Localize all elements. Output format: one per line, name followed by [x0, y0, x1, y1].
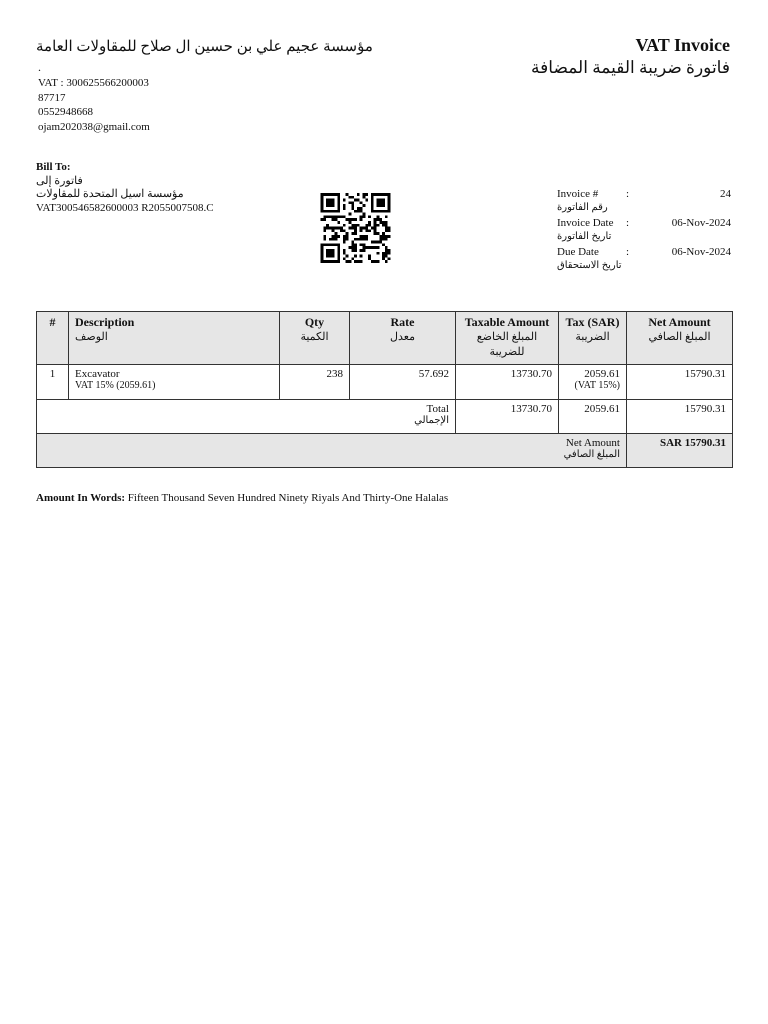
net-amount-label — [37, 434, 627, 468]
col-header-rate: Rate معدل — [350, 312, 456, 365]
items-table — [36, 311, 733, 468]
company-vat: VAT : 300625566200003 — [38, 77, 149, 89]
colon: : — [626, 188, 630, 200]
table-row — [37, 365, 733, 400]
total-label-ar: الإجمالي — [414, 415, 449, 426]
net-amount-row — [37, 434, 733, 468]
col-header-net-amount: Net Amount المبلغ الصافي — [627, 312, 733, 365]
qr-code-icon — [319, 193, 392, 263]
due-date-row — [557, 246, 731, 260]
invoice-title: VAT Invoice — [635, 35, 730, 55]
bill-to-vat-cr: VAT300546582600003 R2055007508.C — [36, 201, 214, 214]
amount-in-words-text: Fifteen Thousand Seven Hundred Ninety Riyals And Thirty-One Halalas — [127, 492, 449, 504]
row-net-amount: 15790.31 — [627, 365, 733, 400]
invoice-meta — [557, 188, 731, 275]
amount-in-words — [36, 492, 448, 504]
invoice-number-label-arabic: رقم الفاتورة — [557, 202, 608, 213]
bill-to-label: Bill To: — [36, 161, 71, 173]
row-qty: 238 — [280, 365, 350, 400]
row-tax — [559, 365, 627, 400]
invoice-number-label: Invoice # — [557, 188, 599, 200]
total-net-amount: 15790.31 — [627, 400, 733, 434]
total-label-en: Total — [426, 403, 449, 415]
col-header-tax: Tax (SAR) الضريبة — [559, 312, 627, 365]
total-label — [37, 400, 456, 434]
row-rate: 57.692 — [350, 365, 456, 400]
colon: : — [626, 246, 630, 258]
bill-to — [36, 161, 214, 215]
due-date-label: Due Date — [557, 246, 599, 258]
company-email: ojam202038@gmail.com — [38, 120, 150, 133]
invoice-date-label-arabic: تاريخ الفاتورة — [557, 231, 612, 242]
due-date-label-arabic: تاريخ الاستحقاق — [557, 260, 622, 271]
invoice-number-value: 24 — [720, 188, 731, 200]
row-description-text: Excavator — [75, 368, 120, 380]
colon: : — [626, 217, 630, 229]
due-date-value: 06-Nov-2024 — [671, 246, 731, 258]
invoice-date-value: 06-Nov-2024 — [671, 217, 731, 229]
company-dot: . — [38, 60, 41, 74]
amount-in-words-label: Amount In Words: — [36, 492, 126, 504]
company-postal: 87717 — [38, 91, 66, 104]
net-amount-label-en: Net Amount — [565, 437, 620, 449]
col-header-number: # — [37, 312, 69, 365]
net-amount-label-ar: المبلغ الصافي — [563, 449, 620, 460]
invoice-date-row — [557, 217, 731, 231]
net-amount-value: SAR 15790.31 — [627, 434, 733, 468]
total-taxable-amount: 13730.70 — [456, 400, 559, 434]
total-row — [37, 400, 733, 434]
row-taxable-amount: 13730.70 — [456, 365, 559, 400]
invoice-date-label: Invoice Date — [557, 217, 614, 229]
bill-to-name: مؤسسة اسيل المتحدة للمقاولات — [36, 188, 184, 200]
row-description — [69, 365, 280, 400]
total-tax: 2059.61 — [559, 400, 627, 434]
company-name: مؤسسة عجيم علي بن حسين ال صلاح للمقاولات العامة — [36, 39, 373, 55]
invoice-title-arabic: فاتورة ضريبة القيمة المضافة — [531, 58, 730, 77]
row-tax-value: 2059.61 — [584, 368, 620, 380]
row-number: 1 — [37, 365, 69, 400]
row-description-vat: VAT 15% (2059.61) — [75, 380, 156, 391]
bill-to-label-arabic: فاتورة إلى — [36, 174, 83, 187]
invoice-number-row — [557, 188, 731, 202]
company-phone: 0552948668 — [38, 106, 93, 118]
table-header-row — [37, 312, 733, 365]
row-tax-rate: (VAT 15%) — [574, 380, 620, 391]
col-header-taxable-amount: Taxable Amount المبلغ الخاضع للضريبة — [456, 312, 559, 365]
col-header-description: Description الوصف — [69, 312, 280, 365]
company-info — [38, 76, 150, 134]
col-header-qty: Qty الكمية — [280, 312, 350, 365]
